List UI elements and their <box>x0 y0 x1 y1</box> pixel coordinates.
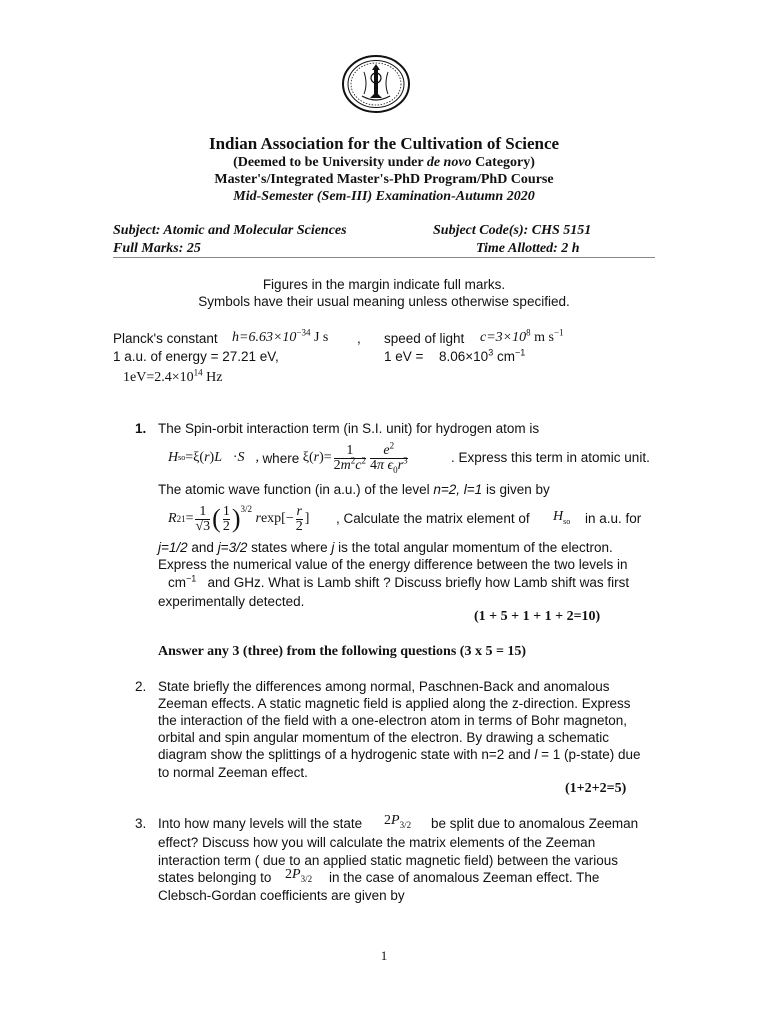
subject: Subject: Atomic and Molecular Sciences <box>113 223 347 238</box>
q2-l-symbol: l <box>534 747 538 762</box>
wavefunction-line <box>158 482 550 497</box>
lamb-shift-text: and GHz. What is Lamb shift ? Discuss briefly how Lamb shift was first <box>207 575 630 590</box>
ev-unit: cm <box>496 349 515 364</box>
j-and: and <box>187 540 218 555</box>
planck-exponent: −34 <box>296 327 311 338</box>
question-3-number: 3. <box>135 816 147 831</box>
wf-prefix: The atomic wave function (in a.u.) of the level <box>158 482 434 497</box>
answer-any-text: Answer any 3 (three) from the following questions <box>158 644 457 659</box>
in-au-for: in a.u. for <box>585 511 642 526</box>
j-three-half: j=3/2 <box>217 540 248 555</box>
j-symbol: j <box>331 540 335 555</box>
wavefunction-formula: R 21 = $\frac{1}{√3}$ ( $\frac{1}{2}$ ) $^{3/2}$ r exp[− $\frac{r}{2}$ ] <box>168 503 310 534</box>
q2-line5-text: diagram show the splittings of a hydrogenic state with n=2 and <box>158 747 535 762</box>
answer-any-instruction <box>158 644 526 660</box>
ev-hz <box>123 367 223 386</box>
time-allotted: Time Allotted: 2 h <box>476 241 580 256</box>
deemed-italic: de novo <box>426 155 472 170</box>
full-marks: Full Marks: 25 <box>113 241 201 256</box>
question-3-line1b: be split due to anomalous Zeeman <box>431 816 639 831</box>
calculate-matrix-element: , Calculate the matrix element of <box>336 511 530 526</box>
cm-unit: cm <box>168 575 186 590</box>
express-energy-difference: Express the numerical value of the energy difference between the two levels in <box>158 557 628 572</box>
question-3-line2: effect? Discuss how you will calculate the matrix elements of the Zeeman <box>158 835 596 850</box>
question-1-marks: (1 + 5 + 1 + 1 + 2=10) <box>474 609 601 624</box>
question-3-line4b: in the case of anomalous Zeeman effect. The <box>329 870 600 885</box>
planck-value <box>232 327 329 346</box>
light-unit: m s <box>534 330 554 345</box>
deemed-prefix: (Deemed to be University under <box>233 155 427 170</box>
question-2-number: 2. <box>135 679 147 694</box>
hso-symbol: $H_{so}$ <box>553 509 571 526</box>
j-states-where: states where <box>247 540 332 555</box>
state-2p32-a: $2P_{3/2}$ <box>384 813 412 830</box>
question-3-line4a: states belonging to <box>158 870 272 885</box>
j-description: is the total angular momentum of the electron. <box>334 540 613 555</box>
spin-orbit-formula: H so =ξ( r ) L⃗ · S⃗ , where ξ( r )= $\frac{1}{2m^2c^2}$ $\frac{e^2}{4\pi \epsilon_0r^3}$ <box>168 439 408 475</box>
question-1-number: 1. <box>135 421 147 436</box>
ev-value <box>439 349 525 364</box>
ev-exponent: 3 <box>488 347 494 358</box>
question-2-line6: to normal Zeeman effect. <box>158 765 308 780</box>
light-number: c=3×10 <box>480 330 527 345</box>
j-half: j=1/2 <box>158 540 188 555</box>
ev-unit-exponent: −1 <box>514 347 526 358</box>
ev-hz-exponent: 14 <box>193 367 203 378</box>
exam-line: Mid-Semester (Sem-III) Examination-Autumn 2020 <box>233 189 535 204</box>
planck-label: Planck's constant <box>113 331 218 346</box>
light-unit-exponent: −1 <box>553 327 564 338</box>
wf-quantum-numbers: n=2, l=1 <box>433 482 483 497</box>
j-states-line <box>158 540 613 555</box>
institution-title: Indian Association for the Cultivation of Science <box>208 134 560 153</box>
ev-label: 1 eV = <box>384 349 424 364</box>
program-line: Master's/Integrated Master's-PhD Program/PhD Course <box>214 172 554 187</box>
express-atomic-unit: . Express this term in atomic unit. <box>451 450 650 465</box>
light-label: speed of light <box>384 331 465 346</box>
deemed-suffix: Category) <box>471 155 535 170</box>
question-2-line4: orbital and spin angular momentum of the electron. By drawing a schematic <box>158 730 609 745</box>
question-2-line3: the interaction of the field with a one-electron atom in terms of Bohr magneton, <box>158 713 628 728</box>
where-word: where <box>262 450 300 466</box>
light-exponent: 8 <box>526 327 531 338</box>
constants-separator: , <box>357 331 361 346</box>
state-2p32-b: $2P_{3/2}$ <box>285 867 313 884</box>
question-3-line3: interaction term ( due to an applied static magnetic field) between the various <box>158 853 619 868</box>
question-1-line1: The Spin-orbit interaction term (in S.I. unit) for hydrogen atom is <box>158 421 540 436</box>
question-2-line1: State briefly the differences among normal, Paschnen-Back and anomalous <box>158 679 610 694</box>
subject-code: Subject Code(s): CHS 5151 <box>433 223 592 238</box>
question-3-line1a: Into how many levels will the state <box>158 816 363 831</box>
q2-line5-end: = 1 (p-state) due <box>537 747 641 762</box>
question-2-marks: (1+2+2=5) <box>565 781 627 796</box>
question-2-line5 <box>158 747 641 762</box>
header-divider <box>113 257 655 258</box>
page-number: 1 <box>380 948 388 963</box>
au-energy: 1 a.u. of energy = 27.21 eV, <box>113 349 279 364</box>
ev-number: 8.06×10 <box>439 349 489 364</box>
instruction-marks: Figures in the margin indicate full marks. <box>262 277 506 292</box>
cm-exponent: −1 <box>186 573 197 584</box>
instruction-symbols: Symbols have their usual meaning unless otherwise specified. <box>198 294 570 309</box>
wf-suffix: is given by <box>482 482 550 497</box>
deemed-university-line <box>0 155 768 171</box>
experimentally-detected: experimentally detected. <box>158 594 305 609</box>
lamb-shift-line <box>168 575 629 590</box>
ev-hz-unit: Hz <box>206 370 223 385</box>
institution-seal-icon <box>340 54 412 114</box>
answer-any-marks: (3 x 5 = 15) <box>459 644 527 659</box>
planck-unit: J s <box>313 330 329 345</box>
question-2-line2: Zeeman effects. A static magnetic field is applied along the z-direction. Express <box>158 696 631 711</box>
light-value <box>480 327 564 346</box>
planck-number: h=6.63×10 <box>232 330 297 345</box>
question-3-line5: Clebsch-Gordan coefficients are given by <box>158 888 405 903</box>
ev-hz-number: 1eV=2.4×10 <box>123 370 194 385</box>
